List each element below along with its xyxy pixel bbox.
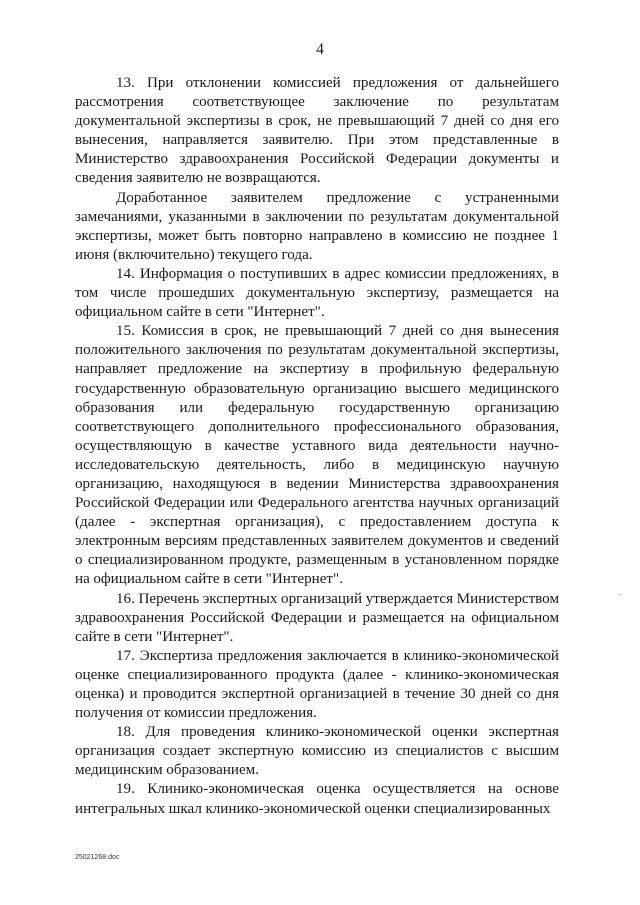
- page-number: 4: [316, 41, 324, 58]
- paragraph-15: 15. Комиссия в срок, не превышающий 7 дней со дня вынесения положительного заключения по результатам документальной экспертизы, направляет предложение на экспертизу в профильную федеральную государственную образовательную организацию высшего медицинского образования или федеральную государственную организацию соответствующего дополнительного профессионального образования, осуществляющую в качестве уставного вида деятельности научно-исследовательскую деятельность, либо в медицинскую научную организацию, находящуюся в ведении Министерства здравоохранения Российской Федерации или Федерального агентства научных организаций (далее - экспертная организация), с предоставлением доступа к электронным версиям представленных заявителем документов и сведений о специализированном продукте, размещенным в установленном порядке на официальном сайте в сети "Интернет".: [75, 323, 559, 588]
- paragraph-16: 16. Перечень экспертных организаций утверждается Министерством здравоохранения Российской Федерации и размещается на официальном сайте в сети "Интернет".: [75, 590, 559, 645]
- scan-speck: [619, 594, 621, 595]
- paragraph-13-continuation: Доработанное заявителем предложение с устраненными замечаниями, указанными в заключении по результатам документальной экспертизы, может быть повторно направлено в комиссию не позднее 1 июня (включительно) текущего года.: [75, 189, 559, 263]
- paragraph-18: 18. Для проведения клинико-экономической оценки экспертная организация создает экспертную комиссию из специалистов с высшим медицинским образованием.: [75, 724, 559, 779]
- paragraph-14: 14. Информация о поступивших в адрес комиссии предложениях, в том числе прошедших документальную экспертизу, размещается на официальном сайте в сети "Интернет".: [75, 265, 559, 321]
- paragraph-13: 13. При отклонении комиссией предложения от дальнейшего рассмотрения соответствующее заключение по результатам документальной экспертизы в срок, не превышающий 7 дней со дня его вынесения, направляется заявителю. При этом представленные в Министерство здравоохранения Российской Федерации документы и сведения заявителю не возвращаются.: [75, 75, 559, 187]
- paragraph-19: 19. Клинико-экономическая оценка осуществляется на основе интегральных шкал клинико-экономической оценки специализированных: [75, 781, 559, 817]
- paragraph-17: 17. Экспертиза предложения заключается в клинико-экономической оценке специализированного продукта (далее - клинико-экономическая оценка) и проводится экспертной организацией в течение 30 дней со дня получения от комиссии предложения.: [75, 647, 559, 722]
- footer-file-code: 25021268.doc: [75, 854, 120, 861]
- document-body: [75, 74, 559, 819]
